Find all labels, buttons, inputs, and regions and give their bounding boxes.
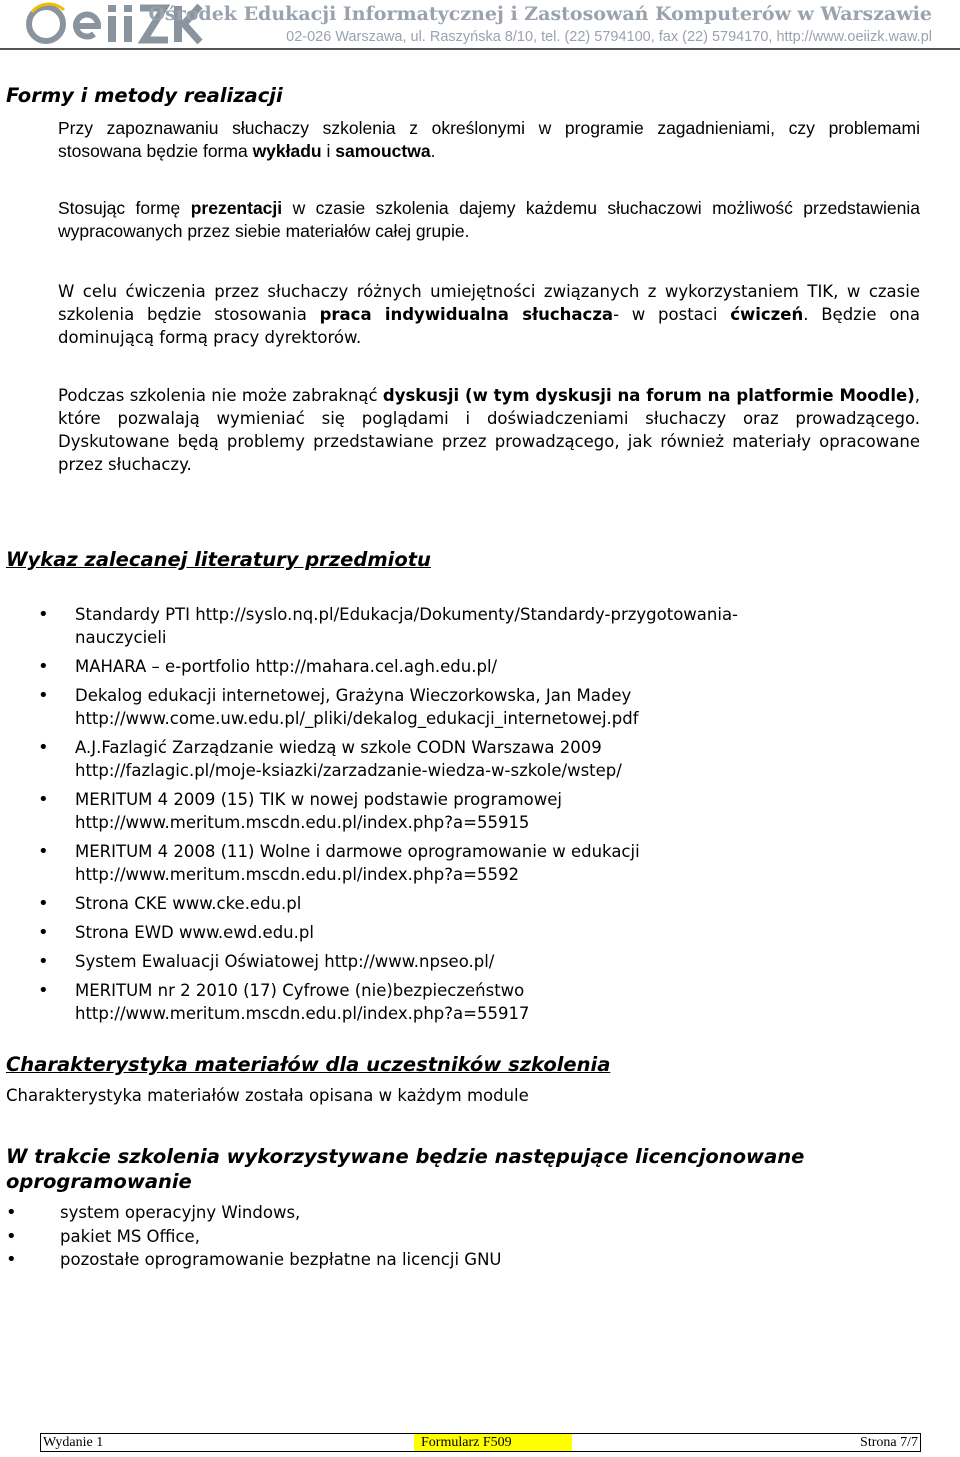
list-item: • Strona CKE www.cke.edu.pl [0,892,900,915]
list-item: • System Ewaluacji Oświatowej http://www.npseo.pl/ [0,950,900,973]
paragraph-presentation: Stosując formę prezentacji w czasie szkolenia dajemy każdemu słuchaczowi możliwość przedstawienia wypracowanych przez siebie materiałów całej grupie. [58,198,920,241]
paragraph-forms-lecture: Przy zapoznawaniu słuchaczy szkolenia z określonymi w programie zagadnieniami, czy problemami stosowana będzie forma wykładu i samouctwa. [58,118,920,161]
list-item: • MERITUM nr 2 2010 (17) Cyfrowe (nie)bezpieczeństwo http://www.meritum.mscdn.edu.pl/index.php?a=55917 [0,979,900,1025]
footer-page-number: Strona 7/7 [860,1435,918,1450]
list-item: • Dekalog edukacji internetowej, Grażyna Wieczorkowska, Jan Madey http://www.come.uw.edu.pl/_pliki/dekalog_edukacji_internetowej.pdf [0,684,900,730]
literature-list [0,603,960,1031]
list-item: • MERITUM 4 2008 (11) Wolne i darmowe oprogramowanie w edukacji http://www.meritum.mscdn.edu.pl/index.php?a=5592 [0,840,900,886]
materials-heading: Charakterystyka materiałów dla uczestników szkolenia [6,1053,611,1076]
list-item: • pozostałe oprogramowanie bezpłatne na licencji GNU [0,1248,960,1272]
org-address: 02-026 Warszawa, ul. Raszyńska 8/10, tel. (22) 5794100, fax (22) 5794170, http://www.oeiizk.waw.pl [286,29,932,45]
list-item: • A.J.Fazlagić Zarządzanie wiedzą w szkole CODN Warszawa 2009 http://fazlagic.pl/moje-ksiazki/zarzadzanie-wiedza-w-szkole/wstep/ [0,736,900,782]
paragraph-discussion: Podczas szkolenia nie może zabraknąć dyskusji (w tym dyskusji na forum na platformie Moodle), które pozwalają wymieniać się poglądami i doświadczeniami słuchaczy oraz prowadzącego. Dyskutowane będą problemy przedstawiane przez prowadzącego, jak również materiały opracowane przez słuchaczy. [58,386,920,474]
list-item: • system operacyjny Windows, [0,1201,960,1225]
list-item: • MAHARA – e-portfolio http://mahara.cel.agh.edu.pl/ [0,655,900,678]
footer-edition: Wydanie 1 [43,1435,104,1450]
forms-heading: Formy i metody realizacji [6,84,283,107]
list-item: • Strona EWD www.ewd.edu.pl [0,921,900,944]
paragraph-exercises: W celu ćwiczenia przez słuchaczy różnych umiejętności związanych z wykorzystaniem TIK, w czasie szkolenia będzie stosowania praca indywidualna słuchacza- w postaci ćwiczeń. Będzie ona dominującą formą pracy dyrektorów. [58,282,920,347]
software-heading-line1: W trakcie szkolenia wykorzystywane będzie następujące licencjonowane [6,1145,805,1168]
page-footer [40,1433,921,1452]
list-item: • pakiet MS Office, [0,1225,960,1249]
page-header [0,0,960,50]
list-item: • MERITUM 4 2009 (15) TIK w nowej podstawie programowej http://www.meritum.mscdn.edu.pl/index.php?a=55915 [0,788,900,834]
materials-text: Charakterystyka materiałów została opisana w każdym module [6,1086,529,1105]
software-list [0,1201,960,1272]
software-heading-line2: oprogramowanie [6,1170,192,1193]
literature-heading: Wykaz zalecanej literatury przedmiotu [6,548,431,571]
footer-form: Formularz F509 [414,1434,572,1451]
org-name: Ośrodek Edukacji Informatycznej i Zastosowań Komputerów w Warszawie [148,3,932,25]
list-item: • Standardy PTI http://syslo.nq.pl/Edukacja/Dokumenty/Standardy-przygotowania- nauczycieli [0,603,900,649]
